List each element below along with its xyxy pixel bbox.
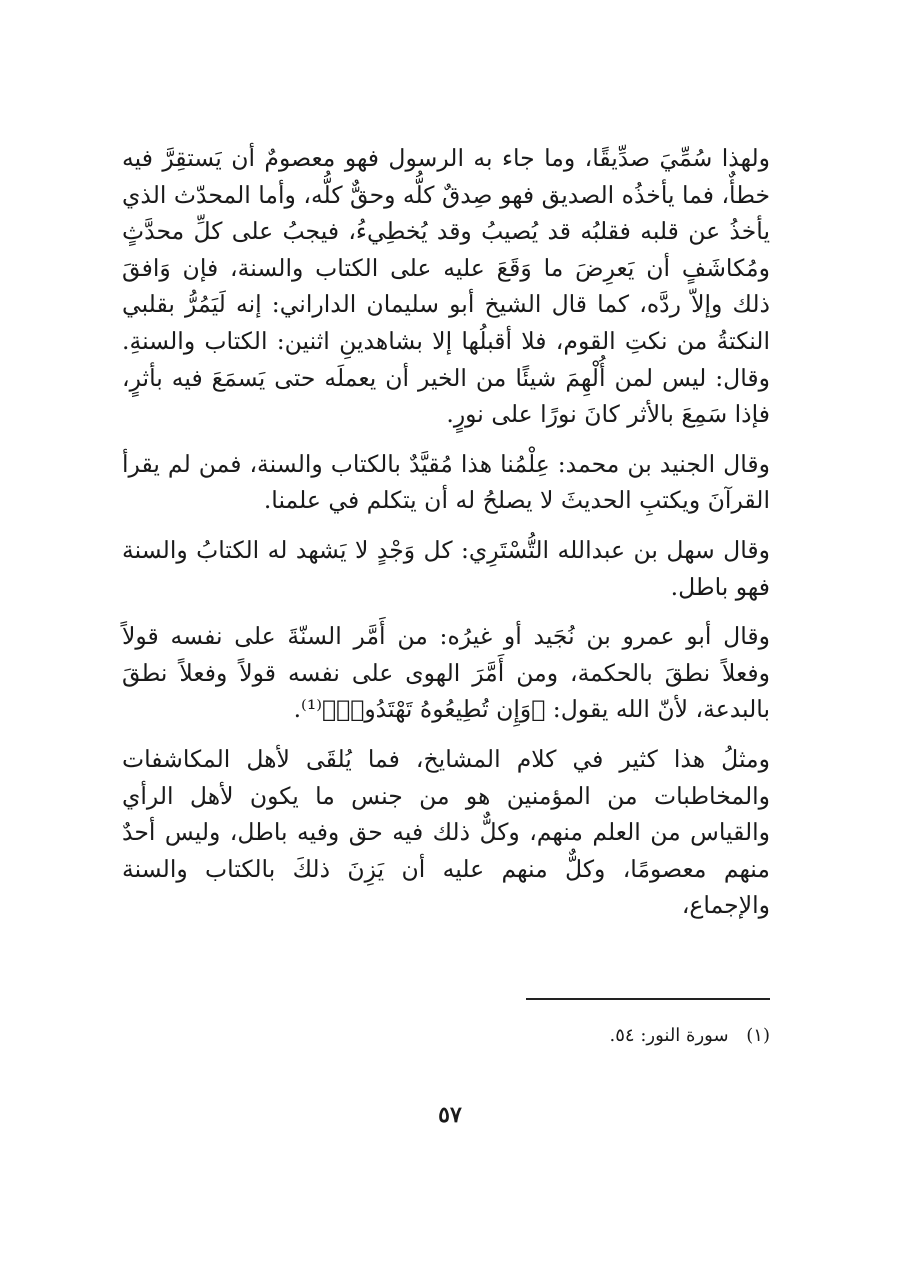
footnote-number: (١): [746, 1025, 770, 1046]
page-number: ٥٧: [438, 1102, 462, 1128]
paragraph-3: وقال سهل بن عبدالله التُّسْتَرِي: كل وَجْدٍ لا يَشهد له الكتابُ والسنة فهو باطل.: [122, 535, 770, 601]
paragraph-1: ولهذا سُمِّيَ صدِّيقًا، وما جاء به الرسول فهو معصومٌ أن يَستقِرَّ فيه خطأٌ، فما يأخذُه الصديق فهو صِدقٌ كلُّه وحقٌّ كلُّه، وأما المحدّث الذي يأخذُ عن قلبه فقلبُه قد يُصيبُ وقد يُخطِيءُ، فيجبُ على كلِّ محدَّثٍ ومُكاشَفٍ أن يَعرِضَ ما وَقَعَ عليه على الكتاب والسنة، فإن وَافقَ ذلك وإلاّ ردَّه، كما قال الشيخ أبو سليمان الداراني: إنه لَيَمُرُّ بقلبي النكتةُ من نكتِ القوم، فلا أقبلُها إلا بشاهدينِ اثنين: الكتاب والسنةِ. وقال: ليس لمن أُلْهِمَ شيئًا من الخير أن يعملَه حتى يَسمَعَ فيه بأثرٍ، فإذا سَمِعَ بالأثر كانَ نورًا على نورٍ.: [122, 144, 770, 429]
footnote-text: سورة النور: ٥٤.: [609, 1025, 729, 1046]
paragraph-2: وقال الجنيد بن محمد: عِلْمُنا هذا مُقيَّدٌ بالكتاب والسنة، فمن لم يقرأ القرآنَ ويكتبِ الحديثَ لا يصلحُ له أن يتكلم في علمنا.: [122, 449, 770, 515]
page-body: [122, 140, 770, 937]
footnote: [370, 1022, 770, 1050]
paragraph-4: وقال أبو عمرو بن نُجَيد أو غيرُه: من أَمَّر السنّةَ على نفسه قولاً وفعلاً نطقَ بالحكمة، ومن أَمَّرَ الهوى على نفسه قولاً وفعلاً نطقَ بالبدعة، لأنّ الله يقول: ﴿وَإِن تُطِيعُوهُ تَهْتَدُوا۟﴾⁽¹⁾.: [122, 622, 770, 724]
paragraph-5: ومثلُ هذا كثير في كلام المشايخ، فما يُلقَى لأهل المكاشفات والمخاطبات من المؤمنين هو من جنس ما يكون لأهل الرأي والقياس من العلم منهم، وكلٌّ ذلك فيه حق وفيه باطل، وليس أحدٌ منهم معصومًا، وكلٌّ منهم عليه أن يَزِنَ ذلكَ بالكتاب والسنة والإجماع،: [122, 744, 770, 920]
footnote-divider: [526, 998, 770, 1000]
